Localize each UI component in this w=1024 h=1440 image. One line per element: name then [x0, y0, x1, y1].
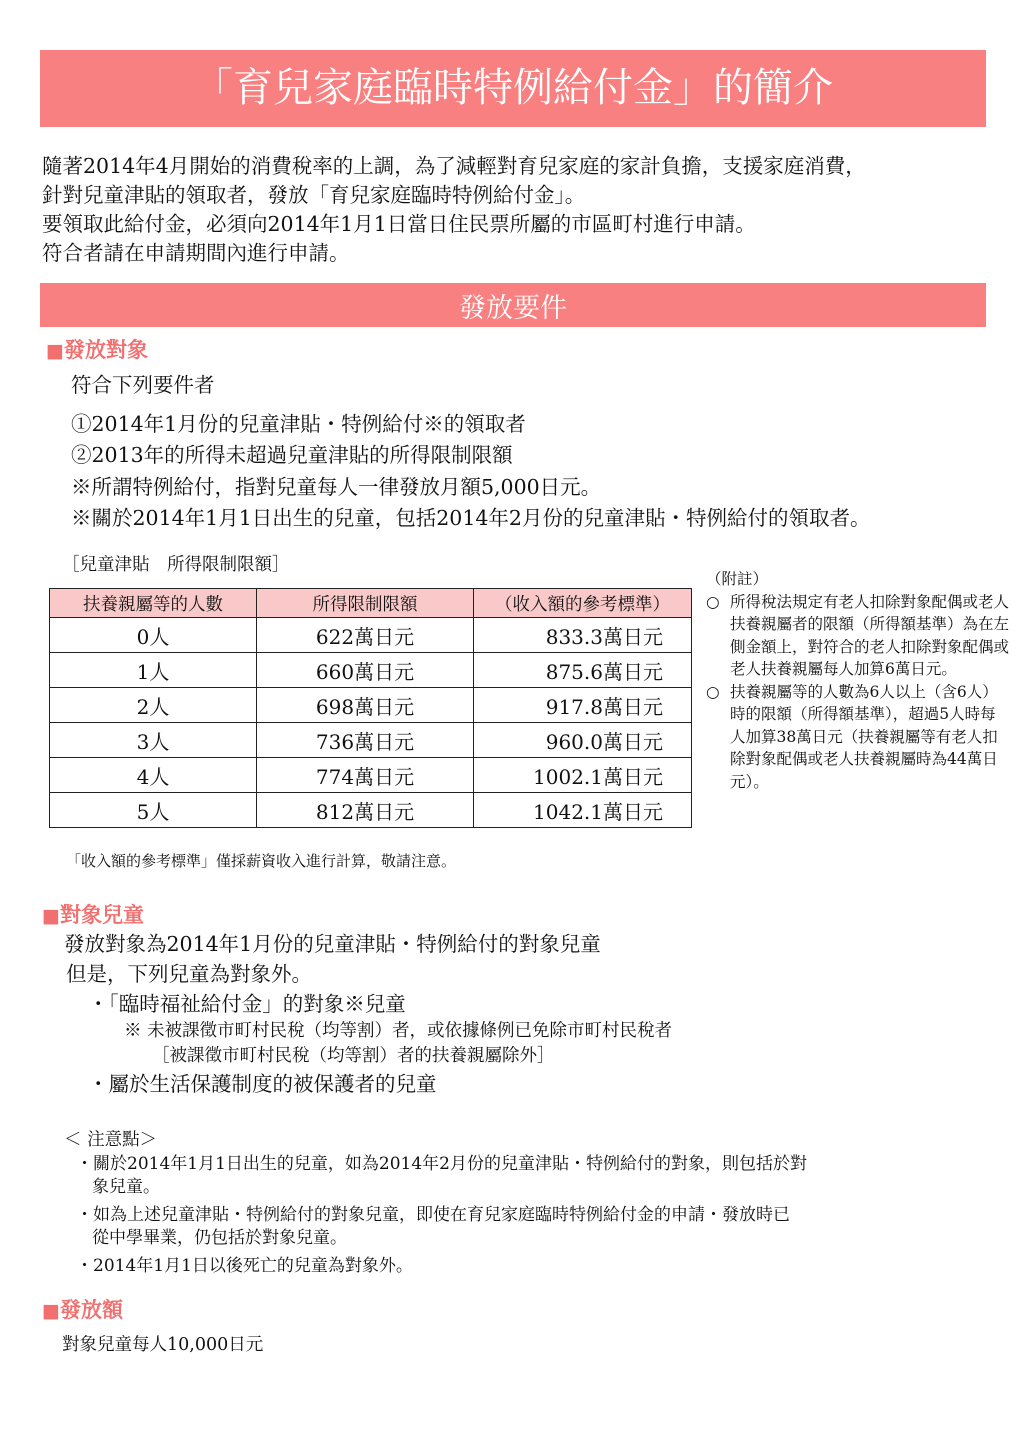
table-cell: 660萬日元	[257, 653, 474, 688]
amount-heading-label: 發放額	[59, 1298, 123, 1322]
intro-line: 針對兒童津貼的領取者，發放「育兒家庭臨時特例給付金」。	[42, 183, 586, 207]
table-header: 扶養親屬等的人數	[50, 589, 257, 618]
table-caption: ［兒童津貼 所得限制限額］	[62, 555, 290, 575]
table-cell: 736萬日元	[257, 723, 474, 758]
circle-bullet-icon: ○	[706, 592, 720, 611]
square-marker-icon: ■	[42, 1300, 60, 1322]
eligibility-line: ①2014年1月份的兒童津貼・特例給付※的領取者	[71, 411, 526, 436]
table-cell: 812萬日元	[257, 793, 474, 828]
target-children-block	[64, 929, 672, 1099]
table-cell: 4人	[50, 758, 257, 793]
table-cell: 698萬日元	[257, 688, 474, 723]
table-footnote: 「收入額的參考標準」僅採薪資收入進行計算，敬請注意。	[66, 852, 457, 870]
target-item: ・「臨時福祉給付金」的對象※兒童	[88, 992, 406, 1016]
amount-text: 對象兒童每人10,000日元	[62, 1335, 264, 1355]
table-cell: 2人	[50, 688, 257, 723]
table-cell: 0人	[50, 618, 257, 653]
table-cell: 917.8萬日元	[474, 688, 692, 723]
eligibility-heading	[46, 334, 148, 364]
amount-heading	[42, 1294, 123, 1324]
circle-bullet-icon: ○	[706, 682, 720, 701]
page-title: 「育兒家庭臨時特例給付金」的簡介	[193, 65, 833, 111]
table-row	[50, 688, 692, 723]
cautions-heading: ＜ 注意點＞	[64, 1130, 158, 1150]
table-row	[50, 758, 692, 793]
caution-line: 從中學畢業，仍包括於對象兒童。	[92, 1228, 347, 1248]
intro-line: 隨著2014年4月開始的消費稅率的上調，為了減輕對育兒家庭的家計負擔，支援家庭消費，	[42, 154, 866, 178]
table-row	[50, 618, 692, 653]
table-cell: 774萬日元	[257, 758, 474, 793]
table-cell: 1人	[50, 653, 257, 688]
caution-line: 象兒童。	[92, 1177, 160, 1197]
table-header: （收入額的參考標準）	[474, 589, 692, 618]
table-cell: 1002.1萬日元	[474, 758, 692, 793]
eligibility-line: ②2013年的所得未超過兒童津貼的所得限制限額	[71, 443, 513, 467]
side-notes-heading: （附註）	[706, 570, 769, 588]
eligibility-line: ※關於2014年1月1日出生的兒童，包括2014年2月份的兒童津貼・特例給付的領取者。	[71, 506, 871, 530]
target-children-heading-label: 對象兒童	[59, 903, 144, 927]
table-row	[50, 793, 692, 828]
square-marker-icon: ■	[42, 905, 60, 927]
target-item: ・屬於生活保護制度的被保護者的兒童	[88, 1072, 437, 1096]
income-limit-table	[49, 588, 692, 828]
eligibility-line: ※所謂特例給付，指對兒童每人一律發放月額5,000日元。	[71, 474, 602, 499]
side-note-item	[706, 681, 1011, 794]
table-cell: 833.3萬日元	[474, 618, 692, 653]
eligibility-heading-label: 發放對象	[63, 338, 148, 362]
title-banner	[40, 50, 986, 127]
table-cell: 622萬日元	[257, 618, 474, 653]
side-note-text: 扶養親屬等的人數為6人以上（含6人）時的限額（所得額基準），超過5人時每人加算38萬日元（扶養親屬等有老人扣除對象配偶或老人扶養親屬時為44萬日元）。	[730, 682, 998, 791]
side-notes	[706, 568, 1011, 793]
table-row	[50, 653, 692, 688]
table-header: 所得限制限額	[257, 589, 474, 618]
eligibility-lead: 符合下列要件者	[71, 373, 215, 397]
caution-line: ・如為上述兒童津貼・特例給付的對象兒童，即使在育兒家庭臨時特例給付金的申請・發放時已	[76, 1205, 790, 1225]
table-cell: 1042.1萬日元	[474, 793, 692, 828]
table-cell: 3人	[50, 723, 257, 758]
table-header-row	[50, 589, 692, 618]
intro-text	[42, 152, 866, 268]
requirements-title: 發放要件	[459, 293, 567, 324]
target-children-heading	[42, 899, 144, 929]
table-cell: 960.0萬日元	[474, 723, 692, 758]
target-line: 但是，下列兒童為對象外。	[66, 962, 312, 986]
table-cell: 5人	[50, 793, 257, 828]
caution-line: ・2014年1月1日以後死亡的兒童為對象外。	[76, 1256, 413, 1276]
target-line: 發放對象為2014年1月份的兒童津貼・特例給付的對象兒童	[64, 932, 601, 956]
table-row	[50, 723, 692, 758]
eligibility-block	[71, 370, 870, 535]
caution-line: ・關於2014年1月1日出生的兒童，如為2014年2月份的兒童津貼・特例給付的對象，則包括於對	[76, 1154, 807, 1174]
side-note-item	[706, 591, 1011, 681]
cautions-list	[76, 1153, 807, 1278]
side-note-text: 所得稅法規定有老人扣除對象配偶或老人扶養親屬者的限額（所得額基準）為在左側金額上，對符合的老人扣除對象配偶或老人扶養親屬每人加算6萬日元。	[730, 592, 1010, 678]
target-note: ［被課徵市町村民稅（均等割）者的扶養親屬除外］	[152, 1046, 555, 1066]
requirements-banner	[40, 283, 986, 327]
intro-line: 要領取此給付金，必須向2014年1月1日當日住民票所屬的市區町村進行申請。	[42, 212, 756, 236]
table-cell: 875.6萬日元	[474, 653, 692, 688]
intro-line: 符合者請在申請期間內進行申請。	[42, 241, 350, 265]
square-marker-icon: ■	[46, 340, 64, 362]
target-note: ※ 未被課徵市町村民稅（均等割）者，或依據條例已免除市町村民稅者	[124, 1021, 673, 1041]
